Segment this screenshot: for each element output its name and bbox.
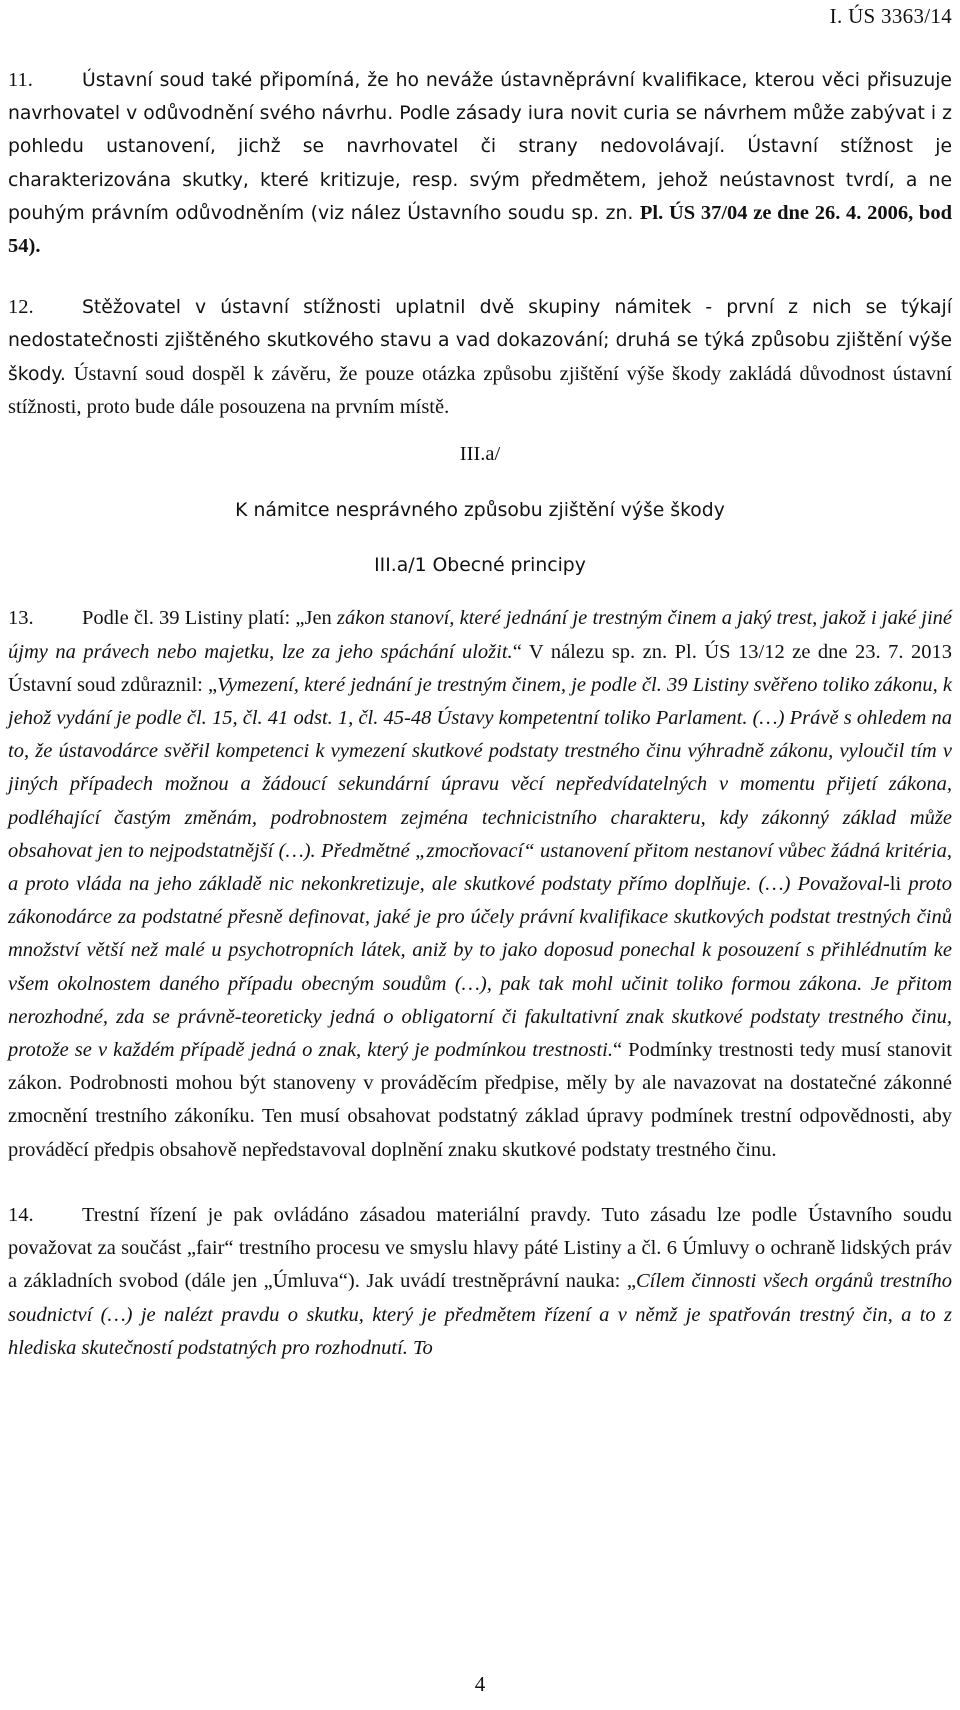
paragraph-text: Podle zásady iura novit curia se návrhem může zabývat i z pohledu ustanovení, jichž se navrhovatel či strany nedovolávají. Ústavní stížnost je charakterizována skutky, které kritizuje, resp. xyxy=(8,103,952,191)
paragraph-text: svým předmětem, jehož neústavnost tvrdí, a ne pouhým právním odůvodněním (viz nález Ústavního soudu sp. zn. xyxy=(8,169,952,224)
paragraph-13 xyxy=(8,602,952,1166)
quote: proto zákonodárce za podstatné přesně definovat, jaké je pro účely právní kvalifikace skutkových podstat trestných činů množství větší než malé u psychotropních látek, aniž by to jako doposud ponechal k posouzení s přihlédnutím ke všem okolnostem daného případu obecným soudům (…), pak tak mohl učinit toliko formou zákona. Je přitom nerozhodné, zda se právně-teoreticky jedná o obligatorní či fakultativní znak skutkové podstaty trestného činu, protože se v každém případě jedná o znak, který je podmínkou trestnosti. xyxy=(8,873,952,1062)
paragraph-12 xyxy=(8,291,952,424)
case-reference: I. ÚS 3363/14 xyxy=(829,4,952,28)
document-page xyxy=(8,0,952,1710)
paragraph-number: 11. xyxy=(8,69,33,91)
section-number: III.a/ xyxy=(459,443,501,466)
citation: Pl. ÚS 37/04 ze dne 26. 4. 2006, bod 54). xyxy=(8,201,952,258)
paragraph-text: -li xyxy=(882,873,909,896)
paragraph-text: Ústavní soud také připomíná, že ho neváže ústavněprávní kvalifikace, kterou věci přisuzuje navrhovatel v odůvodnění svého návrhu. xyxy=(8,70,952,125)
quote: zákon stanoví, které jednání je trestným činem a jaký trest, jakož i jaké jiné újmy na právech nebo majetku, lze za jeho spáchání uložit. xyxy=(8,607,952,663)
paragraph-number: 13. xyxy=(8,607,34,630)
document-body xyxy=(8,64,952,1365)
paragraph-number: 14. xyxy=(8,1203,34,1226)
paragraph-14 xyxy=(8,1199,952,1365)
section-title: K námitce nesprávného způsobu zjištění výše škody xyxy=(235,500,725,522)
paragraph-text: Podle čl. 39 Listiny platí: „Jen xyxy=(82,607,338,630)
paragraph-number: 12. xyxy=(8,296,34,319)
paragraph-text: Ústavní soud dospěl k závěru, že pouze otázka způsobu zjištění výše škody zakládá důvodnost ústavní stížnosti, proto bude dále posouzena na prvním místě. xyxy=(8,362,952,418)
page-number: 4 xyxy=(474,1672,486,1696)
paragraph-11 xyxy=(8,64,952,263)
paragraph-text: “ V nálezu sp. zn. Pl. ÚS 13/12 ze dne 23. 7. 2013 Ústavní soud zdůraznil: „ xyxy=(8,640,952,696)
quote: Cílem činnosti všech orgánů trestního soudnictví (…) je nalézt pravdu o skutku, který je předmětem řízení a v němž je spatřován trestný čin, a to z hlediska skutečností podstatných pro rozhodnutí. To xyxy=(8,1270,952,1359)
paragraph-text: Trestní řízení je pak ovládáno zásadou materiální pravdy. Tuto zásadu lze podle Ústavního soudu považovat za součást „fair“ trestního procesu ve smyslu hlavy páté Listiny a čl. 6 Úmluvy o ochraně lidských práv a základních svobod (dále jen „Úmluva“). Jak uvádí trestněprávní nauka: „ xyxy=(8,1203,952,1293)
paragraph-text: Stěžovatel v ústavní stížnosti uplatnil dvě skupiny námitek - první z nich se týkají nedostatečnosti zjištěného skutkového stavu a vad dokazování; druhá se týká způsobu zjištění výše škody. xyxy=(8,297,952,385)
paragraph-text: “ Podmínky trestnosti tedy musí stanovit zákon. Podrobnosti mohou být stanoveny v prováděcím předpise, měly by ale navazovat na dostatečné zákonné zmocnění trestního zákoníku. Ten musí obsahovat podstatný základ úpravy podmínek trestní odpovědnosti, aby prováděcí předpis obsahově nepředstavoval doplnění znaku skutkové podstaty trestného činu. xyxy=(8,1039,952,1161)
quote: Vymezení, které jednání je trestným činem, je podle čl. 39 Listiny svěřeno toliko zákonu, k jehož vydání je podle čl. 15, čl. 41 odst. 1, čl. 45-48 Ústavy kompetentní toliko Parlament. (…) Právě s ohledem na to, že ústavodárce svěřil kompetenci k vymezení skutkové podstaty trestného činu výhradně zákonu, vyloučil tím v jiných případech možnou a žádoucí sekundární úpravu věcí nepředvídatelných v momentu přijetí zákona, podléhající častým změnám, podrobnostem zejména technicistního charakteru, kdy zákonný základ může obsahovat jen to nejpodstatnější (…). Předmětné „zmocňovací“ ustanovení přitom nestanoví vůbec žádná kritéria, a proto vláda na jeho základě nic nekonkretizuje, ale skutkové podstaty přímo doplňuje. (…) Považoval xyxy=(8,673,952,896)
subsection-title: III.a/1 Obecné principy xyxy=(374,555,586,577)
